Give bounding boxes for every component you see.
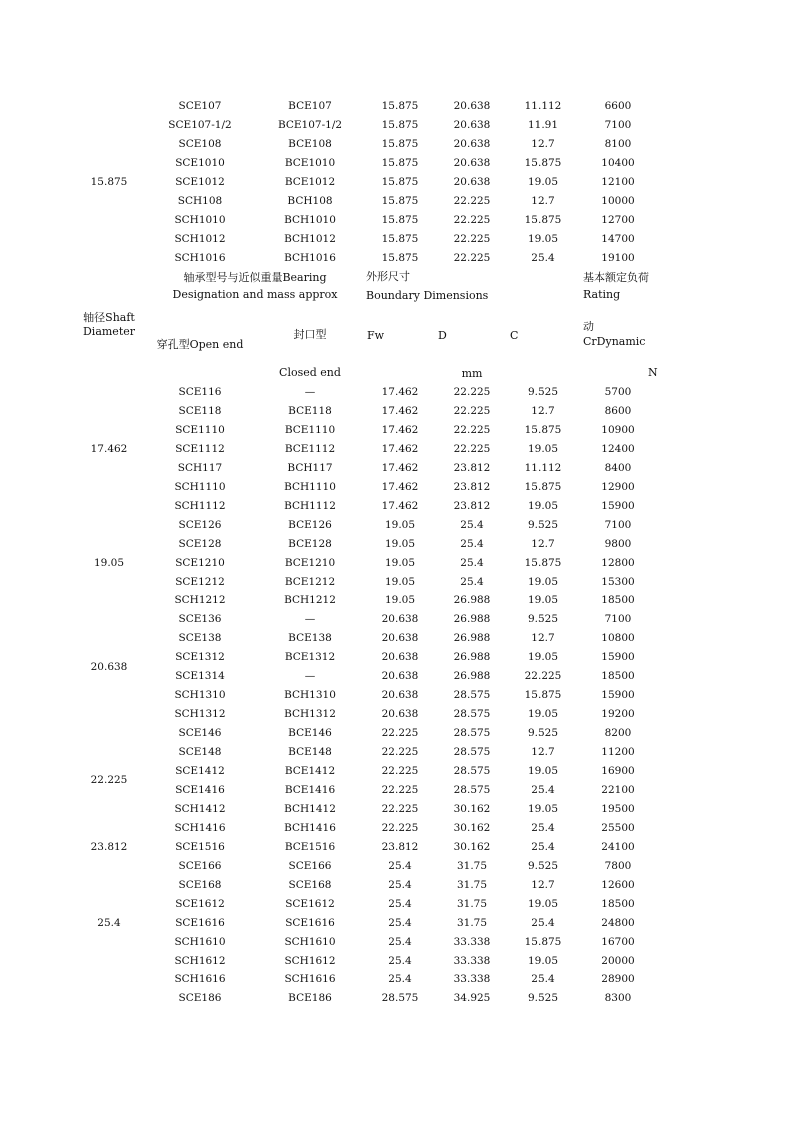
open-end-model: SCE166: [178, 859, 222, 872]
d-value: 20.638: [453, 100, 491, 112]
d-value: 28.575: [453, 689, 491, 702]
open-end-model: SCE1212: [175, 575, 225, 588]
cr-value: 9800: [604, 537, 632, 550]
d-value: 30.162: [453, 802, 491, 815]
d-value: 34.925: [453, 992, 491, 1005]
fw-value: 17.462: [381, 480, 419, 493]
cr-value: 7100: [604, 613, 632, 626]
c-value: 9.525: [527, 992, 559, 1005]
closed-end-model: BCE1416: [284, 783, 336, 796]
d-value: 31.75: [456, 878, 488, 891]
c-header: C: [510, 329, 519, 342]
cr-value: 8400: [604, 461, 632, 474]
c-value: 9.525: [527, 859, 559, 872]
c-value: 15.875: [524, 156, 562, 169]
closed-end-subtitle: Closed end: [279, 366, 341, 379]
open-end-model: SCE1312: [175, 651, 225, 664]
c-value: 11.112: [524, 461, 562, 474]
shaft-subtitle: Diameter: [82, 325, 136, 338]
d-value: 20.638: [453, 175, 491, 188]
c-value: 15.875: [524, 556, 562, 569]
closed-end-model: BCE126: [288, 518, 332, 531]
fw-value: 17.462: [381, 461, 419, 474]
c-value: 19.05: [527, 897, 559, 910]
closed-end-model: BCE148: [288, 746, 332, 759]
closed-end-model: BCH1212: [284, 594, 336, 607]
fw-value: 22.225: [381, 821, 419, 834]
open-end-model: SCH108: [177, 194, 223, 207]
closed-end-model: BCH1110: [284, 480, 336, 493]
d-value: 20.638: [453, 118, 491, 131]
cr-value: 7100: [604, 118, 632, 131]
c-value: 9.525: [527, 518, 559, 531]
closed-end-model: BCE1010: [284, 156, 336, 169]
open-end-model: SCE136: [178, 613, 222, 626]
closed-end-model: SCH1610: [284, 935, 336, 948]
fw-value: 22.225: [381, 746, 419, 759]
open-end-model: SCE1516: [175, 840, 225, 853]
fw-value: 22.225: [381, 727, 419, 740]
boundary-title: 外形尺寸: [366, 270, 410, 283]
cr-value: 15900: [601, 651, 635, 664]
fw-value: 19.05: [384, 594, 416, 607]
d-value: 30.162: [453, 821, 491, 834]
cr-value: 12400: [601, 442, 635, 455]
d-value: 22.225: [453, 442, 491, 455]
closed-end-model: BCH1112: [284, 499, 336, 512]
open-end-model: SCE118: [178, 404, 222, 417]
d-value: 25.4: [460, 518, 484, 531]
d-value: 28.575: [453, 783, 491, 796]
open-end-model: SCH1212: [174, 594, 226, 607]
d-value: 22.225: [453, 404, 491, 417]
fw-value: 25.4: [388, 897, 412, 910]
c-value: 15.875: [524, 480, 562, 493]
c-value: 12.7: [531, 404, 555, 417]
c-value: 19.05: [527, 708, 559, 721]
open-end-model: SCE1416: [175, 783, 225, 796]
c-value: 15.875: [524, 935, 562, 948]
closed-end-model: BCE186: [288, 992, 332, 1005]
closed-end-model: BCH1416: [284, 821, 336, 834]
open-end-model: SCE1314: [175, 670, 225, 683]
fw-value: 25.4: [388, 859, 412, 872]
d-value: 28.575: [453, 727, 491, 740]
c-value: 19.05: [527, 954, 559, 967]
d-value: 23.812: [453, 480, 491, 493]
d-value: 23.812: [453, 499, 491, 512]
fw-value: 15.875: [381, 137, 419, 150]
c-value: 15.875: [524, 423, 562, 436]
open-end-title: 穿孔型Open end: [156, 338, 244, 351]
c-value: 9.525: [527, 727, 559, 740]
cr-value: 16900: [601, 765, 635, 777]
open-end-model: SCH1310: [174, 689, 226, 702]
fw-value: 20.638: [381, 708, 419, 721]
fw-value: 19.05: [384, 537, 416, 550]
rating-title: 基本额定负荷: [583, 271, 649, 284]
closed-end-model: —: [304, 386, 316, 398]
designation-subtitle: Designation and mass approx: [172, 288, 338, 301]
fw-value: 15.875: [381, 118, 419, 131]
closed-end-model: BCH117: [287, 461, 333, 474]
fw-value: 25.4: [388, 954, 412, 967]
open-end-model: SCH117: [177, 461, 223, 474]
c-value: 19.05: [527, 802, 559, 815]
cr-value: 8100: [604, 137, 632, 150]
closed-end-model: BCE1212: [284, 575, 336, 588]
open-end-model: SCE1616: [175, 916, 225, 929]
rating-subtitle: Rating: [583, 288, 621, 301]
d-value: 25.4: [460, 537, 484, 550]
closed-end-model: BCE107: [288, 100, 332, 112]
fw-value: 15.875: [381, 175, 419, 188]
closed-end-model: SCE1612: [285, 897, 335, 910]
cr-value: 19200: [601, 708, 635, 721]
closed-end-model: BCE1412: [284, 765, 336, 777]
cr-value: 24100: [601, 840, 635, 853]
fw-value: 15.875: [381, 100, 419, 112]
cr-value: 12900: [601, 480, 635, 493]
cr-value: 16700: [601, 935, 635, 948]
fw-value: 20.638: [381, 632, 419, 645]
shaft-diameter: 23.812: [90, 840, 128, 853]
closed-end-model: SCE1616: [285, 916, 335, 929]
closed-end-model: BCE107-1/2: [277, 118, 343, 131]
c-value: 11.91: [527, 118, 559, 131]
open-end-model: SCE1010: [175, 156, 225, 169]
fw-value: 20.638: [381, 651, 419, 664]
closed-end-model: BCH1012: [284, 232, 336, 245]
d-value: 25.4: [460, 556, 484, 569]
c-value: 25.4: [531, 783, 555, 796]
fw-value: 20.638: [381, 613, 419, 626]
d-value: 28.575: [453, 765, 491, 777]
cr-value: 19100: [601, 251, 635, 264]
open-end-model: SCH1110: [174, 480, 226, 493]
cr-value: 28900: [601, 973, 635, 986]
open-end-model: SCH1312: [174, 708, 226, 721]
d-value: 26.988: [453, 632, 491, 645]
open-end-model: SCE126: [178, 518, 222, 531]
cr-value: 25500: [601, 821, 635, 834]
c-value: 19.05: [527, 594, 559, 607]
fw-value: 19.05: [384, 518, 416, 531]
fw-value: 17.462: [381, 442, 419, 455]
fw-value: 17.462: [381, 386, 419, 398]
cr-value: 15900: [601, 499, 635, 512]
d-value: 31.75: [456, 916, 488, 929]
fw-value: 22.225: [381, 765, 419, 777]
cr-value: 14700: [601, 232, 635, 245]
fw-value: 17.462: [381, 404, 419, 417]
open-end-model: SCE146: [178, 727, 222, 740]
shaft-diameter: 17.462: [90, 442, 128, 455]
cr-value: 7800: [604, 859, 632, 872]
d-value: 28.575: [453, 708, 491, 721]
open-end-model: SCE1112: [175, 442, 225, 455]
c-value: 25.4: [531, 916, 555, 929]
fw-value: 22.225: [381, 802, 419, 815]
d-value: 33.338: [453, 935, 491, 948]
cr-value: 18500: [601, 670, 635, 683]
fw-value: 17.462: [381, 499, 419, 512]
fw-value: 25.4: [388, 973, 412, 986]
d-value: 31.75: [456, 897, 488, 910]
open-end-model: SCH1610: [174, 935, 226, 948]
cr-value: 19500: [601, 802, 635, 815]
closed-end-model: BCH1016: [284, 251, 336, 264]
d-value: 20.638: [453, 156, 491, 169]
truncated-header: N: [648, 366, 658, 379]
cr-value: 20000: [601, 954, 635, 967]
d-value: 26.988: [453, 594, 491, 607]
open-end-model: SCE168: [178, 878, 222, 891]
cr-value: 10900: [601, 423, 635, 436]
cr-value: 8300: [604, 992, 632, 1005]
d-value: 20.638: [453, 137, 491, 150]
d-header: D: [438, 329, 447, 342]
designation-title: 轴承型号与近似重量Bearing: [183, 271, 327, 284]
boundary-subtitle: Boundary Dimensions: [366, 289, 489, 302]
open-end-model: SCE138: [178, 632, 222, 645]
c-value: 12.7: [531, 746, 555, 759]
cr-value: 18500: [601, 897, 635, 910]
fw-value: 15.875: [381, 194, 419, 207]
cr-value: 12600: [601, 878, 635, 891]
closed-end-model: SCH1616: [284, 973, 336, 986]
cr-value: 12700: [601, 213, 635, 226]
fw-value: 25.4: [388, 916, 412, 929]
closed-end-model: BCE1012: [284, 175, 336, 188]
open-end-model: SCH1616: [174, 973, 226, 986]
closed-end-model: BCE1312: [284, 651, 336, 664]
d-value: 25.4: [460, 575, 484, 588]
cr-value: 11200: [601, 746, 635, 759]
d-value: 22.225: [453, 213, 491, 226]
closed-end-model: BCH1312: [284, 708, 336, 721]
fw-value: 25.4: [388, 935, 412, 948]
closed-end-model: BCE1110: [284, 423, 336, 436]
open-end-model: SCE1612: [175, 897, 225, 910]
cr-value: 12100: [601, 175, 635, 188]
d-value: 28.575: [453, 746, 491, 759]
c-value: 12.7: [531, 632, 555, 645]
open-end-model: SCE107: [178, 100, 222, 112]
shaft-diameter: 25.4: [97, 916, 121, 929]
closed-end-model: BCE146: [288, 727, 332, 740]
open-end-model: SCE116: [178, 386, 222, 398]
fw-value: 23.812: [381, 840, 419, 853]
d-value: 22.225: [453, 386, 491, 398]
cr-value: 18500: [601, 594, 635, 607]
cr-value: 12800: [601, 556, 635, 569]
open-end-model: SCH1012: [174, 232, 226, 245]
cr-value: 8600: [604, 404, 632, 417]
open-end-model: SCH1010: [174, 213, 226, 226]
c-value: 15.875: [524, 689, 562, 702]
c-value: 9.525: [527, 386, 559, 398]
c-value: 22.225: [524, 670, 562, 683]
fw-value: 19.05: [384, 575, 416, 588]
closed-end-model: BCE1210: [284, 556, 336, 569]
fw-value: 19.05: [384, 556, 416, 569]
c-value: 25.4: [531, 251, 555, 264]
cr-value: 22100: [601, 783, 635, 796]
d-value: 23.812: [453, 461, 491, 474]
d-value: 26.988: [453, 613, 491, 626]
d-value: 22.225: [453, 423, 491, 436]
c-value: 19.05: [527, 442, 559, 455]
fw-header: Fw: [367, 329, 385, 342]
open-end-model: SCE1110: [175, 423, 225, 436]
c-value: 12.7: [531, 137, 555, 150]
cr-value: 10400: [601, 156, 635, 169]
open-end-model: SCH1612: [174, 954, 226, 967]
d-value: 31.75: [456, 859, 488, 872]
closed-end-model: BCE138: [288, 632, 332, 645]
shaft-diameter: 15.875: [90, 175, 128, 188]
cr-value: 5700: [604, 386, 632, 398]
closed-end-model: BCE1516: [284, 840, 336, 853]
fw-value: 20.638: [381, 689, 419, 702]
closed-end-model: SCH1612: [284, 954, 336, 967]
c-value: 9.525: [527, 613, 559, 626]
closed-end-model: BCH1412: [284, 802, 336, 815]
d-value: 26.988: [453, 670, 491, 683]
closed-end-model: —: [304, 613, 316, 626]
open-end-model: SCE1210: [175, 556, 225, 569]
fw-value: 25.4: [388, 878, 412, 891]
fw-value: 15.875: [381, 213, 419, 226]
open-end-model: SCE1412: [175, 765, 225, 777]
d-value: 22.225: [453, 194, 491, 207]
open-end-model: SCE1012: [175, 175, 225, 188]
closed-end-model: BCE1112: [284, 442, 336, 455]
shaft-diameter: 19.05: [93, 556, 125, 569]
mm-unit: mm: [461, 367, 483, 380]
c-value: 19.05: [527, 175, 559, 188]
c-value: 12.7: [531, 194, 555, 207]
c-value: 19.05: [527, 232, 559, 245]
cr-value: 7100: [604, 518, 632, 531]
c-value: 11.112: [524, 100, 562, 112]
closed-end-model: SCE166: [288, 859, 332, 872]
dynamic-subtitle: CrDynamic: [583, 335, 646, 348]
shaft-title: 轴径Shaft: [83, 311, 135, 324]
closed-end-model: BCE118: [288, 404, 332, 417]
closed-end-model: —: [304, 670, 316, 683]
c-value: 25.4: [531, 821, 555, 834]
closed-end-model: BCE108: [288, 137, 332, 150]
open-end-model: SCH1112: [174, 499, 226, 512]
c-value: 25.4: [531, 973, 555, 986]
closed-end-model: BCH1010: [284, 213, 336, 226]
c-value: 19.05: [527, 651, 559, 664]
open-end-model: SCE148: [178, 746, 222, 759]
c-value: 15.875: [524, 213, 562, 226]
fw-value: 17.462: [381, 423, 419, 436]
dynamic-title: 动: [583, 320, 594, 333]
closed-end-model: BCE128: [288, 537, 332, 550]
d-value: 33.338: [453, 954, 491, 967]
open-end-model: SCE128: [178, 537, 222, 550]
cr-value: 10800: [601, 632, 635, 645]
cr-value: 10000: [601, 194, 635, 207]
fw-value: 22.225: [381, 783, 419, 796]
d-value: 30.162: [453, 840, 491, 853]
cr-value: 24800: [601, 916, 635, 929]
closed-type-title: 封口型: [293, 328, 327, 341]
fw-value: 15.875: [381, 156, 419, 169]
fw-value: 15.875: [381, 232, 419, 245]
cr-value: 15900: [601, 689, 635, 702]
fw-value: 15.875: [381, 251, 419, 264]
d-value: 22.225: [453, 251, 491, 264]
open-end-model: SCH1412: [174, 802, 226, 815]
c-value: 25.4: [531, 840, 555, 853]
c-value: 19.05: [527, 765, 559, 777]
c-value: 19.05: [527, 499, 559, 512]
open-end-model: SCE186: [178, 992, 222, 1005]
d-value: 26.988: [453, 651, 491, 664]
cr-value: 6600: [604, 100, 632, 112]
closed-end-model: SCE168: [288, 878, 332, 891]
shaft-diameter: 22.225: [90, 774, 128, 787]
closed-end-model: BCH108: [287, 194, 333, 207]
c-value: 12.7: [531, 878, 555, 891]
fw-value: 28.575: [381, 992, 419, 1005]
shaft-diameter: 20.638: [90, 660, 128, 673]
open-end-model: SCH1016: [174, 251, 226, 264]
cr-value: 15300: [601, 575, 635, 588]
closed-end-model: BCH1310: [284, 689, 336, 702]
d-value: 33.338: [453, 973, 491, 986]
c-value: 19.05: [527, 575, 559, 588]
open-end-model: SCH1416: [174, 821, 226, 834]
c-value: 12.7: [531, 537, 555, 550]
d-value: 22.225: [453, 232, 491, 245]
fw-value: 20.638: [381, 670, 419, 683]
cr-value: 8200: [604, 727, 632, 740]
open-end-model: SCE108: [178, 137, 222, 150]
open-end-model: SCE107-1/2: [168, 118, 232, 131]
